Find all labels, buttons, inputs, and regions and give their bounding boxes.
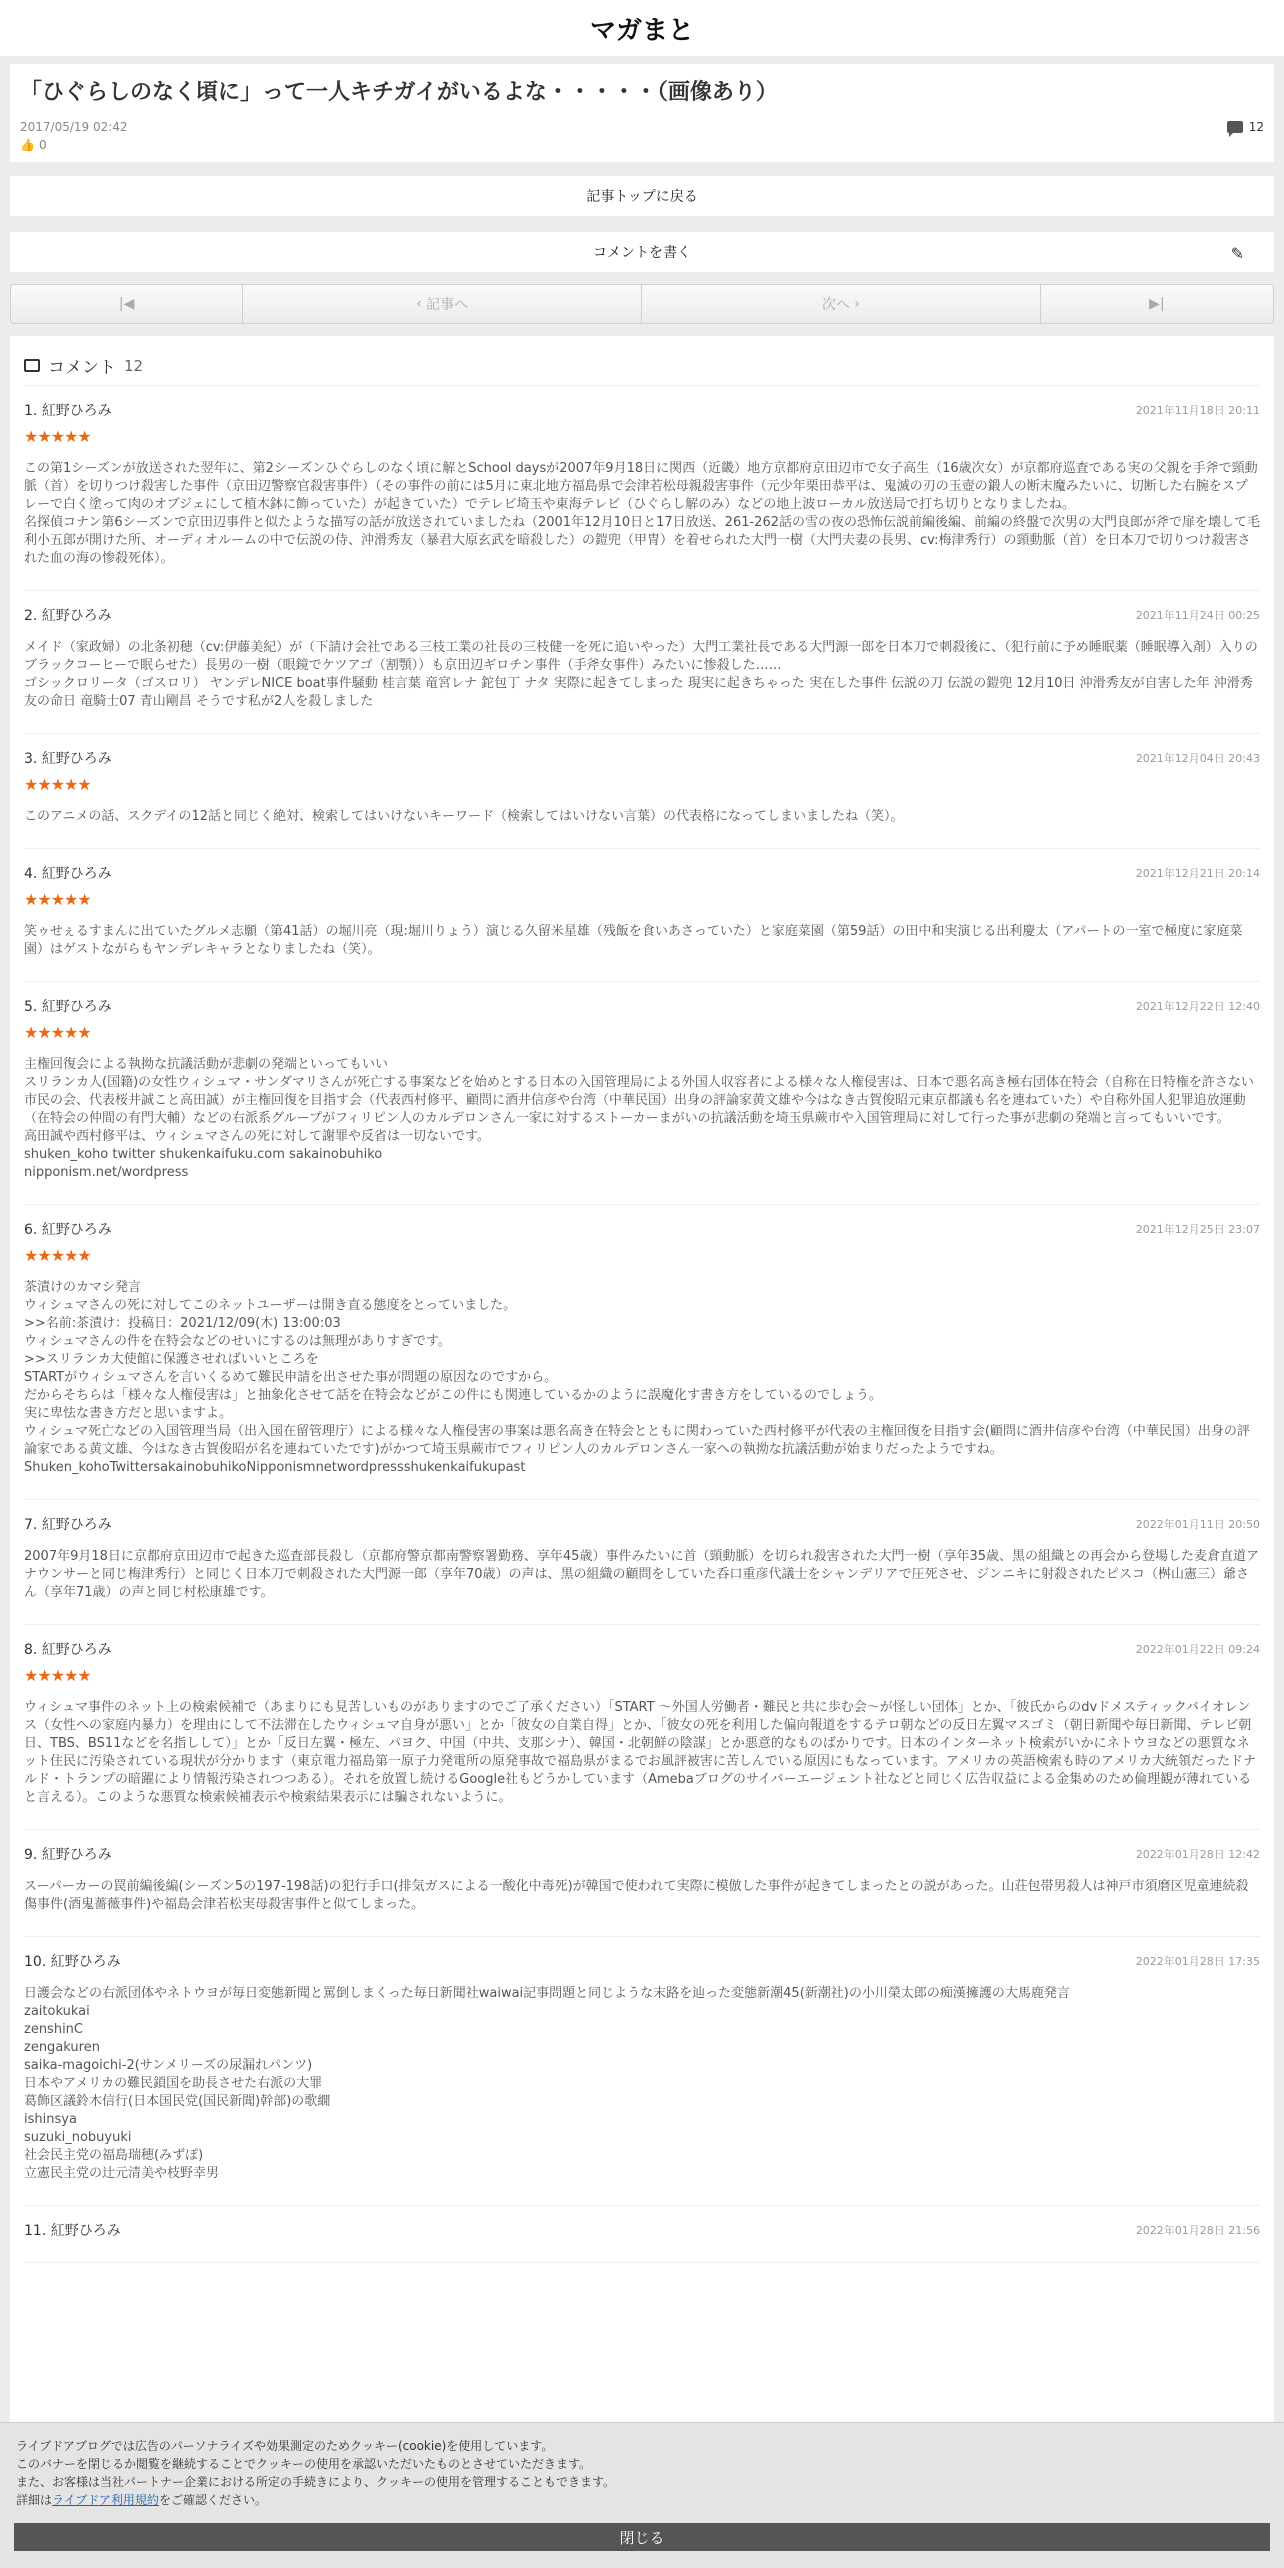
write-comment-label: コメントを書く [593, 245, 691, 261]
cookie-close-label: 閉じる [619, 2528, 665, 2547]
cookie-line-3: また、お客様は当社パートナー企業における所定の手続きにより、クッキーの使用を管理することもできます。 [16, 2475, 616, 2489]
comment-icon [24, 359, 40, 372]
comment-body: ウィシュマ事件のネット上の検索候補で（あまりにも見苦しいものがありますのでご了承ください）「START ～外国人労働者・難民と共に歩む会～が怪しい団体」とか、「彼氏からのdvドメスティックバイオレンス（女性への家庭内暴力）を理由にして不法滞在したウィシュマ自身が悪い」とか「彼女の自業自得」とか、「彼女の死を利用した偏向報道をするテロ朝などの反日左翼マスゴミ（朝日新聞や毎日新聞、テレビ朝日、TBS、BS11などを名指しして）」とか「反日左翼・極左、パヨク、中国（中共、支那シナ）、韓国・北朝鮮の陰謀」とか悪意的なものばかりです。日本のインターネット検索がいかにネトウヨなどの悪質なネット住民に汚染されている現状が分かります（東京電力福島第一原子力発電所の原発事故で福島県がまるでお風評被害に苦しんでいる原因にもなっています。アメリカの英語検索も時のアメリカ大統領だったドナルド・トランプの暗躍により情報汚染されつつある）。それを放置し続けるGoogle社もどうかしています（Amebaブログのサイバーエージェント社などと同じく広告収益による金集めのため倫理観が薄れていると言える）。このような悪質な検索候補表示や検索結果表示には騙されないように。 [24, 1700, 1257, 1805]
article-meta [20, 120, 1264, 134]
comment-date: 2022年01月28日 12:42 [1135, 1848, 1260, 1861]
comment-meta [24, 748, 1260, 768]
comment-date: 2021年12月22日 12:40 [1135, 1000, 1260, 1013]
cookie-line-4-prefix: 詳細は [16, 2493, 53, 2507]
article-header [10, 64, 1274, 162]
comment-author-name[interactable]: 紅野ひろみ [41, 999, 112, 1015]
like-button[interactable] [20, 138, 1264, 152]
comment-author-name[interactable]: 紅野ひろみ [41, 1847, 112, 1863]
pencil-icon: ✎ [1230, 244, 1244, 263]
comment-body: 日護会などの右派団体やネトウヨが毎日変態新聞と罵倒しまくった毎日新聞社waiwai記事問題と同じような末路を辿った変態新潮45(新潮社)の小川榮太郎の痴漢擁護の大馬鹿発言 zaitokukai zenshinC zengakuren saika-magoichi-2(サンメリーズの尿漏れパンツ) 日本やアメリカの難民鎖国を助長させた右派の大罪 葛飾区議鈴木信行(日本国民党(国民新聞)幹部)の歌繝 ishinsya suzuki_nobuyuki 社会民主党の福島瑞穂(みずぽ) 立憲民主党の辻元清美や枝野幸男 [24, 1986, 1070, 2181]
comment-author-name[interactable]: 紅野ひろみ [41, 403, 112, 419]
comment-number: 2. [24, 608, 38, 624]
comment-author [24, 1639, 112, 1659]
comment-rating-stars: ★★★★★ [24, 890, 91, 909]
comment-number: 1. [24, 403, 38, 419]
article-title: 「ひぐらしのなく頃に」って一人キチガイがいるよな・・・・・（画像あり） [20, 80, 778, 105]
cookie-banner [0, 2422, 1284, 2568]
comment-item [24, 849, 1260, 982]
app-title[interactable]: マガまと [589, 15, 694, 46]
cookie-text [0, 2423, 1284, 2509]
comment-date: 2021年12月25日 23:07 [1135, 1223, 1260, 1236]
comment-date: 2021年12月21日 20:14 [1135, 867, 1260, 880]
last-page-icon: ▶| [1149, 296, 1165, 312]
first-page-icon: |◀ [118, 296, 135, 312]
comment-count-badge[interactable] [1227, 120, 1264, 134]
comment-meta [24, 1219, 1260, 1239]
comment-date: 2022年01月28日 21:56 [1135, 2224, 1260, 2237]
comment-item [24, 1500, 1260, 1625]
comment-date: 2022年01月11日 20:50 [1135, 1518, 1260, 1531]
comment-author-name[interactable]: 紅野ひろみ [41, 1222, 112, 1238]
back-to-top-label: 記事トップに戻る [586, 189, 698, 205]
comment-number: 11. [24, 2223, 47, 2239]
comment-author-name[interactable]: 紅野ひろみ [41, 866, 112, 882]
article-date: 2017/05/19 02:42 [20, 120, 128, 134]
comment-rating-stars: ★★★★★ [24, 1246, 91, 1265]
comment-author-name[interactable]: 紅野ひろみ [50, 2223, 121, 2239]
prev-article-label: 記事へ [426, 297, 469, 313]
write-comment-button[interactable] [10, 232, 1274, 272]
comment-rating-stars: ★★★★★ [24, 775, 91, 794]
back-to-top-button[interactable] [10, 176, 1274, 216]
comment-author [24, 748, 112, 768]
comment-date: 2021年11月24日 00:25 [1135, 609, 1260, 622]
comment-author [24, 996, 112, 1016]
thumbs-up-icon: 👍 [20, 138, 35, 152]
comment-rating-stars: ★★★★★ [24, 1666, 91, 1685]
comment-date: 2021年11月18日 20:11 [1135, 404, 1260, 417]
pager [10, 284, 1274, 324]
comment-date: 2022年01月22日 09:24 [1135, 1643, 1260, 1656]
comment-author [24, 863, 112, 883]
comment-author [24, 1514, 112, 1534]
comment-meta [24, 2220, 1260, 2240]
comment-author-name[interactable]: 紅野ひろみ [41, 751, 112, 767]
comment-item [24, 386, 1260, 591]
comment-date: 2021年12月04日 20:43 [1135, 752, 1260, 765]
chevron-right-icon: › [849, 296, 860, 312]
comment-item [24, 1625, 1260, 1830]
comment-item [24, 1830, 1260, 1937]
comment-date: 2022年01月28日 17:35 [1135, 1955, 1260, 1968]
comment-meta [24, 1639, 1260, 1659]
comment-author-name[interactable]: 紅野ひろみ [50, 1954, 121, 1970]
comment-item [24, 1205, 1260, 1500]
comment-author [24, 400, 112, 420]
comment-rating-stars: ★★★★★ [24, 427, 91, 446]
last-page-button[interactable] [1041, 285, 1273, 323]
comment-number: 4. [24, 866, 38, 882]
comment-author [24, 1844, 112, 1864]
comment-body: 主権回復会による執拗な抗議活動が悲劇の発端といってもいい スリランカ人(国籍)の女性ウィシュマ・サンダマリさんが死亡する事案などを始めとする日本の入国管理局による外国人収容者による様々な人権侵害は、日本で悪名高き極右団体在特会（自称在日特権を許さない市民の会、代表桜井誠こと高田誠）が主権回復を目指す会（代表西村修平、顧問に酒井信彦や台湾（中華民国）出身の評論家黄文雄や今はなき古賀俊昭元東京都議も名を連ねていた）や自称外国人犯罪追放運動（在特会の仲間の有門大輔）などの右派系グループがフィリピン人のカルデロンさん一家に対するストーカーまがいの抗議活動を埼玉県蕨市や入国管理局に対して行った事が悲劇の発端と言ってもいいです。 高田誠や西村修平は、ウィシュマさんの死に対して謝罪や反省は一切ないです。 shuken_koho twitter shukenkaifuku.com sakainobuhiko nipponism.net/wordpress [24, 1057, 1254, 1180]
comments-header [24, 346, 1260, 386]
like-count: 0 [38, 138, 47, 152]
comment-body: 2007年9月18日に京都府京田辺市で起きた巡査部長殺し（京都府警京都南警察署勤務、享年45歳）事件みたいに首（頸動脈）を切られ殺害された大門一樹（享年35歳、黒の組織との再会から登場した麦倉直道アナウンサーと同じ梅津秀行）と同じく日本刀で刺殺された大門源一郎（享年70歳）の声は、黒の組織の顧問をしていた呑口重彦代議士をシャンデリアで圧死させ、ジンニキに射殺されたピスコ（桝山憲三）爺さん（享年71歳）の声と同じ村松康雄です。 [24, 1549, 1259, 1600]
comment-meta [24, 605, 1260, 625]
comment-body: このアニメの話、スクデイの12話と同じく絶対、検索してはいけないキーワード（検索してはいけない言葉）の代表格になってしまいましたね（笑）。 [24, 809, 904, 824]
comments-section [10, 336, 1274, 2568]
comment-body: 笑ゥせぇるすまんに出ていたグルメ志願（第41話）の堀川亮（現:堀川りょう）演じる久留米星雄（残飯を食いあさっていた）と家庭菜園（第59話）の田中和実演じる出利慶太（アパートの一室で極度に家庭菜園）はゲストながらもヤンデレキャラとなりましたね（笑）。 [24, 924, 1243, 957]
comment-author [24, 1219, 112, 1239]
comment-number: 3. [24, 751, 38, 767]
comment-item [24, 1937, 1260, 2206]
comment-author [24, 1951, 121, 1971]
comment-body: この第1シーズンが放送された翌年に、第2シーズンひぐらしのなく頃に解とSchool daysが2007年9月18日に関西（近畿）地方京都府京田辺市で女子高生（16歳次女）が京都府巡査である実の父親を手斧で頸動脈（首）を切りつけ殺害した事件（京田辺警察官殺害事件）（その事件の前には5月に東北地方福島県で会津若松母親殺害事件（元少年栗田恭平は、鬼滅の刃の玉壺の鍛人の断末魔みたいに、切断した右腕をスプレーで白く塗って肉のオブジェにして植木鉢に飾っていた）が起きていた）でテレビ埼玉や東海テレビ（ひぐらし解のみ）などの地上波ローカル放送局で打ち切りとなりましたね。 名探偵コナン第6シーズンで京田辺事件と似たような描写の話が放送されていましたね（2001年12月10日と17日放送、261-262話の雪の夜の恐怖伝説前編後編、前編の終盤で次男の大門良郎が斧で扉を壊して毛利小五郎が開けた所、オーディオルームの中で伝説の侍、沖滑秀友（暴君大原玄武を暗殺した）の鎧兜（甲冑）を着せられた大門一樹（大門夫妻の長男、cv:梅津秀行）の頸動脈（首）を日本刀で切りつけ殺害された血の海の惨殺死体）。 [24, 461, 1260, 566]
comment-number: 10. [24, 1954, 47, 1970]
comment-number: 7. [24, 1517, 38, 1533]
app-header [0, 0, 1284, 56]
cookie-line-1: ライブドアブログでは広告のパーソナライズや効果測定のためクッキー(cookie)を使用しています。 [16, 2439, 554, 2453]
comment-meta [24, 1514, 1260, 1534]
comment-icon [1227, 121, 1243, 133]
comment-body: メイド（家政婦）の北条初穂（cv:伊藤美紀）が（下請け会社である三枝工業の社長の三枝健一を死に追いやった）大門工業社長である大門源一郎を日本刀で刺殺後に、（犯行前に予め睡眠薬（睡眠導入剤）入りのブラックコーヒーで眠らせた）長男の一樹（眼鏡でケツアゴ（割顎））も京田辺ギロチン事件（手斧女事件）みたいに惨殺した…… ゴシックロリータ（ゴスロリ） ヤンデレNICE boat事件騒動 桂言葉 竜宮レナ 鉈包丁 ナタ 実際に起きてしまった 現実に起きちゃった 実在した事件 伝説の刀 伝説の鎧兜 12月10日 沖滑秀友が自害した年 沖滑秀友の命日 竜騎士07 青山剛昌 そうです私が2人を殺しました [24, 640, 1258, 709]
comments-count: 12 [124, 356, 144, 375]
comment-item [24, 2206, 1260, 2263]
comment-count: 12 [1248, 120, 1264, 134]
terms-link[interactable]: ライブドア利用規約 [52, 2493, 159, 2507]
comment-meta [24, 996, 1260, 1016]
comment-number: 5. [24, 999, 38, 1015]
comment-meta [24, 1844, 1260, 1864]
cookie-line-2: このバナーを閉じるか閲覧を継続することでクッキーの使用を承認いただいたものとさせていただきます。 [16, 2457, 592, 2471]
comments-label: コメント [48, 358, 116, 378]
comment-number: 9. [24, 1847, 38, 1863]
next-article-label: 次へ [821, 297, 850, 313]
comment-author-name[interactable]: 紅野ひろみ [41, 1642, 112, 1658]
comment-body: 茶漬けのカマシ発言 ウィシュマさんの死に対してこのネットユーザーは開き直る態度をとっていました。 >>名前:茶漬け：投稿日：2021/12/09(木) 13:00:03 ウィシュマさんの件を在特会などのせいにするのは無理がありすぎです。 >>スリランカ大使館に保護させればいいところを STARTがウィシュマさんを言いくるめて難民申請を出させた事が問題の原因なのですから。 だからそちらは「様々な人権侵害は」と抽象化させて話を在特会などがこの件にも関連しているかのように誤魔化す書き方をしているのでしょう。 実に卑怯な書き方だと思いますよ。 ウィシュマ死亡などの入国管理当局（出入国在留管理庁）による様々な人権侵害の事案は悪名高き在特会とともに関わっていた西村修平が代表の主権回復を目指す会(顧問に酒井信彦や台湾（中華民国）出身の評論家である黄文雄、今はなき古賀俊昭が名を連ねていたです)がかつて埼玉県蕨市でフィリピン人のカルデロンさん一家への執拗な抗議活動が始まりだったようですね。 Shuken_kohoTwittersakainobuhikoNipponismnetwordpressshukenkaifukupast [24, 1280, 1250, 1475]
comment-item [24, 734, 1260, 849]
comment-number: 8. [24, 1642, 38, 1658]
cookie-close-button[interactable] [14, 2523, 1270, 2551]
comment-list [24, 386, 1260, 2263]
prev-article-button[interactable] [243, 285, 642, 323]
next-article-button[interactable] [642, 285, 1041, 323]
comment-meta [24, 400, 1260, 420]
comment-meta [24, 863, 1260, 883]
comment-meta [24, 1951, 1260, 1971]
first-page-button[interactable] [11, 285, 243, 323]
comment-item [24, 982, 1260, 1205]
comment-author [24, 2220, 121, 2240]
comment-number: 6. [24, 1222, 38, 1238]
chevron-left-icon: ‹ [416, 296, 427, 312]
comment-item [24, 591, 1260, 734]
comment-author [24, 605, 112, 625]
cookie-line-4-suffix: をご確認ください。 [158, 2493, 267, 2507]
comment-author-name[interactable]: 紅野ひろみ [41, 608, 112, 624]
comment-author-name[interactable]: 紅野ひろみ [41, 1517, 112, 1533]
comment-body: スーパーカーの罠前編後編(シーズン5の197-198話)の犯行手口(排気ガスによる一酸化中毒死)が韓国で使われて実際に模倣した事件が起きてしまったとの説があった。山荘包帯男殺人は神戸市須磨区児童連続殺傷事件(酒鬼薔薇事件)や福島会津若松実母殺害事件と似てしまった。 [24, 1879, 1249, 1912]
comment-rating-stars: ★★★★★ [24, 1023, 91, 1042]
